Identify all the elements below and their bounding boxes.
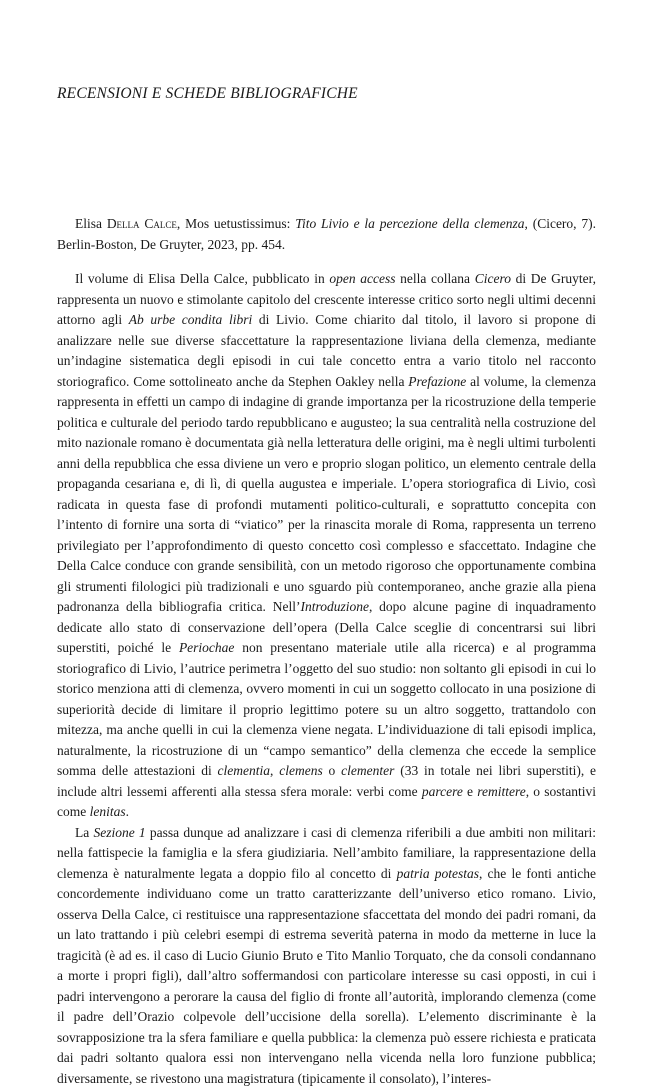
text-run: . — [126, 804, 129, 819]
text-run: , — [270, 763, 279, 778]
italic-run: open access — [329, 271, 395, 286]
text-run: o — [323, 763, 341, 778]
italic-run: Sezione 1 — [93, 825, 145, 840]
author-first-name: Elisa — [75, 216, 107, 231]
text-run: (33 in totale nei libri superstiti), e include altri lessemi afferenti alla stessa sfera morale: verbi come — [57, 763, 596, 799]
text-run: , o sostantivi come — [57, 784, 596, 820]
italic-run: Ab urbe condita libri — [129, 312, 252, 327]
text-run: , che le fonti antiche concordemente individuano come un tratto caratterizzante dell’universo etico romano. Livio, osserva Della Calce, ci restituisce una rappresentazione sfaccettata del mondo dei padri romani, da un lato trattando i più celebri esempi di estrema severità paterna in modo da metterne in luce la tragicità (è ad es. il caso di Lucio Giunio Bruto e Tito Manlio Torquato, che da consoli condannano a morte i propri figli), dall’altro soffermandosi con particolare interesse su casi opposti, in cui i padri intervengono a perorare la causa del figlio di fronte all’autorità, implorando clemenza (come il padre dell’Orazio colpevole dell’uccisione della sorella). L’elemento discriminante è la sovrapposizione tra la sfera familiare e quella pubblica: la clemenza può essere richiesta e praticata dai padri soltanto qualora essi non intervengano nella vicenda nella loro funzione pubblica; diversamente, se rivestono una magistratura (tipicamente il consolato), l’interes- — [57, 866, 596, 1086]
review-entry — [57, 214, 596, 1089]
text-run: , dopo alcune pagine di inquadramento dedicate allo stato di conservazione dell’opera (Della Calce sceglie di concentrarsi sui libri superstiti, poiché le — [57, 599, 596, 655]
citation-separator: , — [177, 216, 185, 231]
italic-run: lenitas — [90, 804, 126, 819]
text-run: di Livio. Come chiarito dal titolo, il lavoro si propone di analizzare nelle sue diverse sfaccettature la rappresentazione liviana della clemenza, mediante un’indagine sistematica degli episodi in cui tale concetto entra a vario titolo nel racconto storiografico. Come sottolineato anche da Stephen Oakley nella — [57, 312, 596, 389]
text-run: nella collana — [396, 271, 475, 286]
italic-run: clementer — [341, 763, 394, 778]
italic-run: remittere — [477, 784, 525, 799]
italic-run: Periochae — [179, 640, 234, 655]
publication-details: , (Cicero, 7). Berlin-Boston, De Gruyter, 2023, pp. 454. — [57, 216, 596, 252]
text-run: La — [75, 825, 93, 840]
text-run: al volume, la clemenza rappresenta in effetti un campo di indagine di grande importanza per la ricostruzione della temperie politica e culturale del periodo tardo repubblicano e augusteo; la sua centralità nella costruzione del mito nazionale romano è documentata già nella letteratura delle origini, ma è negli ultimi turbolenti anni della repubblica che essa diviene un vero e proprio slogan politico, un elemento centrale della propaganda cesariana e, di lì, di quella augustea e imperiale. L’opera storiografica di Livio, così radicata in questa fase di profondi mutamenti politico-culturali, e soprattutto concepita con l’intento di fornire una sorta di “viatico” per la rinascita morale di Roma, rappresenta un terreno privilegiato per l’approfondimento di questo concetto così complesso e sfaccettato. Indagine che Della Calce conduce con grande sensibilità, con un metodo rigoroso che opportunamente combina gli strumenti filologici più tradizionali e uno sguardo più contemporaneo, anche grazie alla piena padronanza della bibliografia critica. Nell’ — [57, 374, 596, 615]
author-last-name: Della Calce — [107, 216, 177, 231]
text-run: non presentano materiale utile alla ricerca) e al programma storiografico di Livio, l’autrice perimetra l’oggetto del suo studio: non soltanto gli episodi in cui lo storico menziona atti di clemenza, ovvero momenti in cui un soggetto collocato in una posizione di superiorità decide di limitare il proprio legittimo potere su un altro soggetto, trattandolo con mitezza, ma anche quelli in cui la clemenza viene negata. L’individuazione di tali episodi implica, naturalmente, la ricostruzione di un “campo semantico” della clemenza che eccede la semplice somma delle attestazioni di — [57, 640, 596, 778]
italic-run: Introduzione — [300, 599, 369, 614]
text-run: Il volume di Elisa Della Calce, pubblicato in — [75, 271, 329, 286]
italic-run: clementia — [218, 763, 270, 778]
body-paragraph-1 — [57, 269, 596, 823]
italic-run: patria potestas — [397, 866, 479, 881]
italic-run: Cicero — [475, 271, 511, 286]
bibliographic-citation — [57, 214, 596, 255]
book-title-main: Mos uetustissimus: — [185, 216, 295, 231]
italic-run: Prefazione — [408, 374, 466, 389]
text-run: di De Gruyter, rappresenta un nuovo e stimolante capitolo del crescente interesse critico sorto negli ultimi decenni attorno agli — [57, 271, 596, 327]
text-run: e — [463, 784, 477, 799]
section-title: RECENSIONI E SCHEDE BIBLIOGRAFICHE — [57, 84, 597, 104]
italic-run: parcere — [422, 784, 463, 799]
book-title-subtitle: Tito Livio e la percezione della clemenza — [295, 216, 524, 231]
text-run: passa dunque ad analizzare i casi di clemenza riferibili a due ambiti non militari: nella fattispecie la famiglia e la sfera giudiziaria. Nell’ambito familiare, la rappresentazione della clemenza è naturalmente legata a doppio filo al concetto di — [57, 825, 596, 881]
italic-run: clemens — [279, 763, 322, 778]
